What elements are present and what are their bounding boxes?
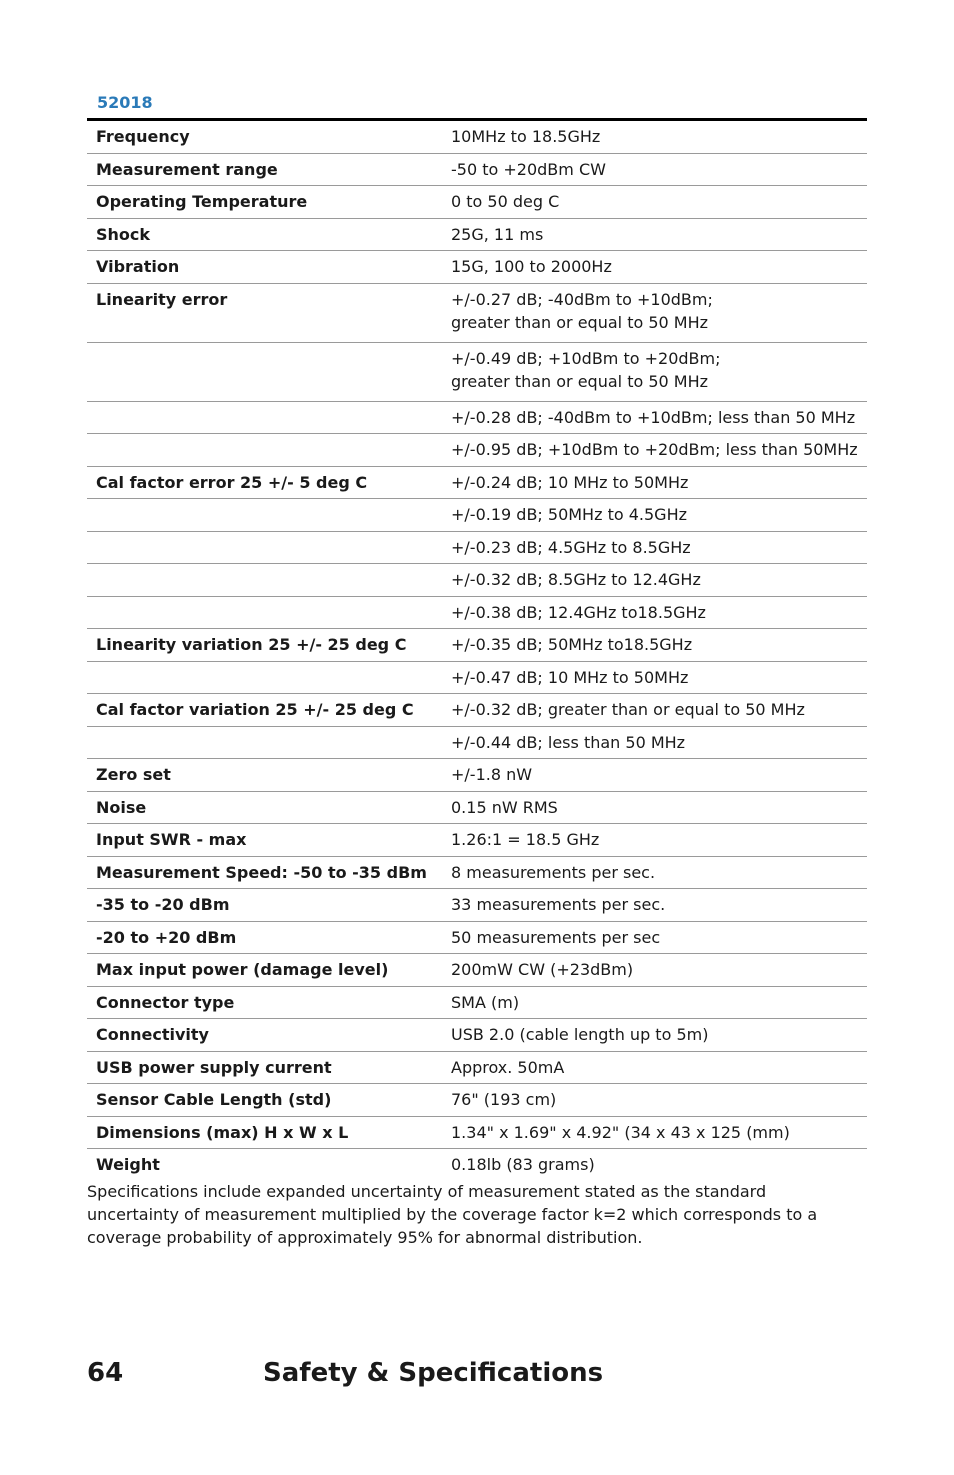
spec-value-line: +/-0.32 dB; greater than or equal to 50 MHz	[451, 700, 805, 720]
spec-value-line: 200mW CW (+23dBm)	[451, 960, 634, 980]
spec-value-line: +/-0.38 dB; 12.4GHz to18.5GHz	[451, 602, 706, 622]
spec-value-line: 50 measurements per sec	[451, 927, 661, 947]
spec-value-line: 10MHz to 18.5GHz	[451, 127, 601, 147]
spec-row	[87, 218, 867, 251]
spec-value	[442, 759, 867, 792]
spec-row	[87, 824, 867, 857]
spec-value	[442, 564, 867, 597]
spec-value	[442, 499, 867, 532]
spec-row	[87, 434, 867, 467]
spec-value	[442, 283, 867, 342]
spec-label: Vibration	[87, 251, 442, 284]
spec-value	[442, 921, 867, 954]
spec-value	[442, 218, 867, 251]
spec-row	[87, 1019, 867, 1052]
spec-label: Frequency	[87, 120, 442, 154]
spec-value	[442, 986, 867, 1019]
spec-value-line: +/-0.35 dB; 50MHz to18.5GHz	[451, 635, 693, 655]
spec-label: Shock	[87, 218, 442, 251]
spec-value	[442, 596, 867, 629]
spec-row	[87, 466, 867, 499]
spec-value-line: 1.34" x 1.69" x 4.92" (34 x 43 x 125 (mm)	[451, 1122, 790, 1142]
spec-label: Connector type	[87, 986, 442, 1019]
spec-value-line: 0.15 nW RMS	[451, 797, 558, 817]
spec-label	[87, 596, 442, 629]
spec-label	[87, 726, 442, 759]
model-number: 52018	[97, 93, 153, 112]
spec-value-line: +/-0.44 dB; less than 50 MHz	[451, 732, 686, 752]
spec-label: Linearity error	[87, 283, 442, 342]
spec-value-line: +/-0.27 dB; -40dBm to +10dBm;	[451, 289, 713, 309]
spec-row	[87, 791, 867, 824]
specifications-body	[87, 120, 867, 1181]
spec-value	[442, 1019, 867, 1052]
spec-value-line: 0 to 50 deg C	[451, 192, 560, 212]
spec-label: Max input power (damage level)	[87, 954, 442, 987]
spec-label: Operating Temperature	[87, 186, 442, 219]
specifications-table	[87, 118, 867, 1181]
spec-label	[87, 661, 442, 694]
spec-label	[87, 401, 442, 434]
spec-label: Noise	[87, 791, 442, 824]
spec-label: Dimensions (max) H x W x L	[87, 1116, 442, 1149]
spec-label: Zero set	[87, 759, 442, 792]
spec-row	[87, 1116, 867, 1149]
spec-value	[442, 889, 867, 922]
spec-value-line: +/-0.23 dB; 4.5GHz to 8.5GHz	[451, 537, 691, 557]
spec-value	[442, 153, 867, 186]
spec-label	[87, 342, 442, 401]
spec-value-line: Approx. 50mA	[451, 1057, 565, 1077]
spec-value-line: +/-0.49 dB; +10dBm to +20dBm;	[451, 348, 721, 368]
spec-value	[442, 629, 867, 662]
spec-value	[442, 1116, 867, 1149]
spec-row	[87, 1149, 867, 1181]
spec-label: Measurement range	[87, 153, 442, 186]
spec-label: Cal factor variation 25 +/- 25 deg C	[87, 694, 442, 727]
spec-label	[87, 531, 442, 564]
spec-row	[87, 564, 867, 597]
spec-label: -35 to -20 dBm	[87, 889, 442, 922]
spec-value-line: SMA (m)	[451, 992, 520, 1012]
spec-row	[87, 986, 867, 1019]
spec-value-line: 1.26:1 = 18.5 GHz	[451, 830, 600, 850]
spec-value	[442, 466, 867, 499]
spec-row	[87, 856, 867, 889]
spec-value	[442, 186, 867, 219]
spec-value-line: 15G, 100 to 2000Hz	[451, 257, 612, 277]
spec-value	[442, 856, 867, 889]
spec-label: Cal factor error 25 +/- 5 deg C	[87, 466, 442, 499]
spec-row	[87, 153, 867, 186]
spec-value	[442, 726, 867, 759]
spec-label: USB power supply current	[87, 1051, 442, 1084]
spec-value-line: 0.18lb (83 grams)	[451, 1155, 595, 1175]
spec-value	[442, 661, 867, 694]
spec-value-line: -50 to +20dBm CW	[451, 159, 606, 179]
spec-value-line: greater than or equal to 50 MHz	[451, 312, 709, 332]
spec-row	[87, 661, 867, 694]
spec-value	[442, 791, 867, 824]
spec-row	[87, 251, 867, 284]
spec-label: Weight	[96, 1155, 160, 1175]
spec-row	[87, 889, 867, 922]
spec-value	[442, 1149, 867, 1181]
spec-value-line: +/-0.19 dB; 50MHz to 4.5GHz	[451, 505, 687, 525]
spec-row	[87, 759, 867, 792]
section-title: Safety & Specifications	[263, 1358, 604, 1388]
spec-row	[87, 954, 867, 987]
spec-label: Input SWR - max	[87, 824, 442, 857]
spec-row	[87, 531, 867, 564]
spec-value	[442, 1084, 867, 1117]
spec-label: Connectivity	[87, 1019, 442, 1052]
spec-label	[87, 499, 442, 532]
spec-label: Measurement Speed: -50 to -35 dBm	[87, 856, 442, 889]
spec-label: -20 to +20 dBm	[87, 921, 442, 954]
spec-value	[442, 434, 867, 467]
spec-label: Sensor Cable Length (std)	[87, 1084, 442, 1117]
spec-row	[87, 726, 867, 759]
spec-label	[87, 564, 442, 597]
spec-row	[87, 499, 867, 532]
spec-value-line: 8 measurements per sec.	[451, 862, 656, 882]
spec-value	[442, 1051, 867, 1084]
spec-value-line: +/-0.24 dB; 10 MHz to 50MHz	[451, 472, 689, 492]
spec-row	[87, 1084, 867, 1117]
spec-value-line: +/-0.47 dB; 10 MHz to 50MHz	[451, 667, 689, 687]
spec-row	[87, 186, 867, 219]
spec-row	[87, 1051, 867, 1084]
spec-value-line: 76" (193 cm)	[451, 1090, 557, 1110]
spec-value-line: 33 measurements per sec.	[451, 895, 666, 915]
spec-value	[442, 251, 867, 284]
spec-row	[87, 694, 867, 727]
spec-value	[442, 342, 867, 401]
spec-value-line: +/-0.28 dB; -40dBm to +10dBm; less than 50 MHz	[451, 407, 856, 427]
spec-value-line: +/-1.8 nW	[451, 765, 533, 785]
spec-value	[442, 401, 867, 434]
spec-value	[442, 954, 867, 987]
spec-row	[87, 283, 867, 342]
spec-row	[87, 629, 867, 662]
spec-row	[87, 120, 867, 154]
spec-value	[442, 120, 867, 154]
spec-label: Linearity variation 25 +/- 25 deg C	[87, 629, 442, 662]
spec-label	[87, 434, 442, 467]
spec-row	[87, 342, 867, 401]
spec-value-line: USB 2.0 (cable length up to 5m)	[451, 1025, 709, 1045]
spec-value-line: 25G, 11 ms	[451, 224, 544, 244]
page-number: 64	[87, 1358, 124, 1388]
spec-value-line: +/-0.95 dB; +10dBm to +20dBm; less than 50MHz	[451, 440, 858, 460]
spec-row	[87, 921, 867, 954]
spec-value-line: greater than or equal to 50 MHz	[451, 371, 709, 391]
spec-row	[87, 401, 867, 434]
spec-row	[87, 596, 867, 629]
spec-value	[442, 824, 867, 857]
spec-value-line: +/-0.32 dB; 8.5GHz to 12.4GHz	[451, 570, 701, 590]
spec-value	[442, 531, 867, 564]
spec-value	[442, 694, 867, 727]
specifications-note: Specifications include expanded uncertainty of measurement stated as the standard uncertainty of measurement multiplied by the coverage factor k=2 which corresponds to a coverage probability of approximately 95% for abnormal distribution.	[87, 1182, 818, 1247]
